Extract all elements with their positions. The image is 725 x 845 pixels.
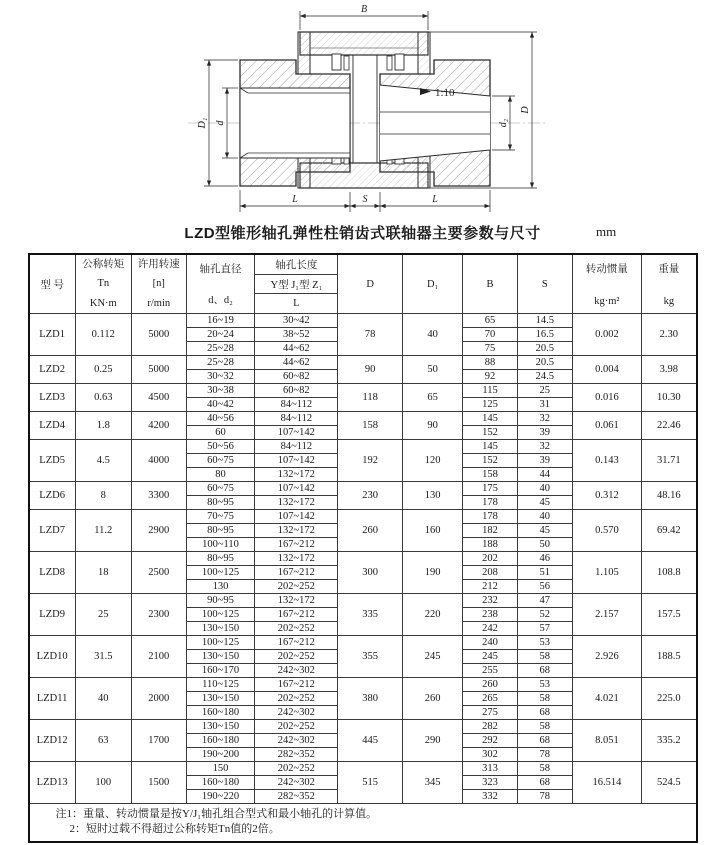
cell-S: 68 bbox=[517, 664, 572, 678]
cell-bore-length: 107~142 bbox=[255, 482, 338, 496]
cell-D1: 260 bbox=[403, 678, 463, 720]
dim-label-l-left: L bbox=[292, 194, 298, 205]
cell-speed: 2100 bbox=[131, 636, 186, 678]
cell-S: 52 bbox=[517, 608, 572, 622]
cell-model: LZD11 bbox=[29, 678, 76, 720]
table-body bbox=[29, 314, 697, 804]
cell-S: 39 bbox=[517, 454, 572, 468]
cell-bore-length: 202~252 bbox=[255, 720, 338, 734]
cell-inertia: 0.061 bbox=[572, 412, 641, 440]
taper-label: 1:10 bbox=[435, 87, 455, 99]
cell-D1: 90 bbox=[403, 412, 463, 440]
cell-S: 25 bbox=[517, 384, 572, 398]
cell-speed: 4200 bbox=[131, 412, 186, 440]
cell-D1: 50 bbox=[403, 356, 463, 384]
cell-S: 32 bbox=[517, 440, 572, 454]
cell-B: 240 bbox=[463, 636, 518, 650]
col-header-S: S bbox=[517, 254, 572, 314]
table-row bbox=[29, 594, 697, 608]
cell-B: 275 bbox=[463, 706, 518, 720]
cell-torque: 0.112 bbox=[75, 314, 131, 356]
dim-label-d-bore: d bbox=[215, 120, 226, 126]
col-header-weight bbox=[642, 254, 697, 314]
cell-inertia: 0.004 bbox=[572, 356, 641, 384]
cell-bore-diameter: 20~24 bbox=[186, 328, 255, 342]
dim-label-d1-outer: D₁ bbox=[197, 117, 208, 129]
center-spacer bbox=[353, 55, 377, 163]
cell-S: 24.5 bbox=[517, 370, 572, 384]
cell-model: LZD3 bbox=[29, 384, 76, 412]
cell-model: LZD13 bbox=[29, 762, 76, 804]
cell-B: 182 bbox=[463, 524, 518, 538]
header-line: 轴孔直径 bbox=[199, 264, 242, 275]
cell-bore-diameter: 130~150 bbox=[186, 720, 255, 734]
col-header-torque bbox=[75, 254, 131, 314]
header-line: d、d₂ bbox=[208, 295, 233, 306]
col-header-D: D bbox=[338, 254, 403, 314]
cell-S: 20.5 bbox=[517, 356, 572, 370]
cell-B: 302 bbox=[463, 748, 518, 762]
cell-model: LZD2 bbox=[29, 356, 76, 384]
col-header-B: B bbox=[463, 254, 518, 314]
cell-bore-diameter: 50~56 bbox=[186, 440, 255, 454]
note-1: 注1：重量、转动惯量是按Y/J₁轴孔组合型式和最小轴孔的计算值。 bbox=[55, 808, 378, 820]
table-row bbox=[29, 510, 697, 524]
cell-torque: 25 bbox=[75, 594, 131, 636]
cell-model: LZD8 bbox=[29, 552, 76, 594]
cell-speed: 5000 bbox=[131, 314, 186, 356]
cell-bore-length: 282~352 bbox=[255, 790, 338, 804]
cell-bore-diameter: 160~180 bbox=[186, 734, 255, 748]
cell-speed: 5000 bbox=[131, 356, 186, 384]
cell-S: 68 bbox=[517, 706, 572, 720]
cell-S: 53 bbox=[517, 636, 572, 650]
cell-inertia: 2.157 bbox=[572, 594, 641, 636]
cell-torque: 40 bbox=[75, 678, 131, 720]
col-header-D1: D₁ bbox=[403, 254, 463, 314]
cell-bore-length: 167~212 bbox=[255, 608, 338, 622]
cell-bore-length: 132~172 bbox=[255, 552, 338, 566]
cell-B: 145 bbox=[463, 440, 518, 454]
cell-S: 58 bbox=[517, 762, 572, 776]
cell-bore-diameter: 40~56 bbox=[186, 412, 255, 426]
cell-S: 51 bbox=[517, 566, 572, 580]
cell-model: LZD7 bbox=[29, 510, 76, 552]
cell-model: LZD1 bbox=[29, 314, 76, 356]
cell-torque: 31.5 bbox=[75, 636, 131, 678]
cell-bore-diameter: 130~150 bbox=[186, 650, 255, 664]
cell-B: 125 bbox=[463, 398, 518, 412]
cell-inertia: 0.312 bbox=[572, 482, 641, 510]
cell-speed: 1700 bbox=[131, 720, 186, 762]
cell-S: 39 bbox=[517, 426, 572, 440]
cell-inertia: 2.926 bbox=[572, 636, 641, 678]
cell-bore-length: 44~62 bbox=[255, 342, 338, 356]
cell-model: LZD12 bbox=[29, 720, 76, 762]
cell-inertia: 4.021 bbox=[572, 678, 641, 720]
cell-bore-diameter: 100~125 bbox=[186, 566, 255, 580]
cell-weight: 31.71 bbox=[642, 440, 697, 482]
cell-bore-diameter: 190~220 bbox=[186, 790, 255, 804]
cell-weight: 157.5 bbox=[642, 594, 697, 636]
cell-model: LZD10 bbox=[29, 636, 76, 678]
cell-B: 70 bbox=[463, 328, 518, 342]
dim-LSL bbox=[240, 190, 490, 212]
notes-cell bbox=[29, 804, 697, 843]
cell-bore-length: 167~212 bbox=[255, 678, 338, 692]
cell-bore-length: 242~302 bbox=[255, 706, 338, 720]
cell-bore-diameter: 130~150 bbox=[186, 622, 255, 636]
cell-model: LZD4 bbox=[29, 412, 76, 440]
cell-B: 208 bbox=[463, 566, 518, 580]
cell-S: 46 bbox=[517, 552, 572, 566]
cell-S: 58 bbox=[517, 650, 572, 664]
cell-bore-diameter: 80~95 bbox=[186, 524, 255, 538]
cell-bore-diameter: 60 bbox=[186, 426, 255, 440]
table-row bbox=[29, 482, 697, 496]
drawing-area bbox=[0, 0, 725, 218]
cell-D: 78 bbox=[338, 314, 403, 356]
cell-bore-diameter: 100~125 bbox=[186, 608, 255, 622]
cell-bore-diameter: 16~19 bbox=[186, 314, 255, 328]
header-line: Y型 J₁型 Z₁ bbox=[255, 275, 337, 295]
cell-torque: 63 bbox=[75, 720, 131, 762]
cell-torque: 100 bbox=[75, 762, 131, 804]
cell-B: 212 bbox=[463, 580, 518, 594]
cell-D1: 290 bbox=[403, 720, 463, 762]
dim-label-l-right: L bbox=[432, 194, 438, 205]
cell-D: 335 bbox=[338, 594, 403, 636]
cell-bore-diameter: 130 bbox=[186, 580, 255, 594]
cell-S: 14.5 bbox=[517, 314, 572, 328]
cell-bore-diameter: 30~32 bbox=[186, 370, 255, 384]
cell-bore-diameter: 40~42 bbox=[186, 398, 255, 412]
cell-bore-length: 107~142 bbox=[255, 510, 338, 524]
cell-torque: 1.8 bbox=[75, 412, 131, 440]
table-wrap bbox=[28, 253, 698, 843]
cell-B: 178 bbox=[463, 510, 518, 524]
cell-bore-length: 202~252 bbox=[255, 692, 338, 706]
cell-speed: 3300 bbox=[131, 482, 186, 510]
table-row bbox=[29, 552, 697, 566]
dim-B bbox=[300, 4, 428, 30]
cell-D: 515 bbox=[338, 762, 403, 804]
cell-S: 31 bbox=[517, 398, 572, 412]
cell-inertia: 1.105 bbox=[572, 552, 641, 594]
header-line: kg bbox=[663, 296, 675, 307]
cell-bore-length: 167~212 bbox=[255, 636, 338, 650]
dim-label-d-overall: D bbox=[520, 106, 531, 114]
cell-bore-diameter: 90~95 bbox=[186, 594, 255, 608]
cell-torque: 11.2 bbox=[75, 510, 131, 552]
cell-inertia: 0.143 bbox=[572, 440, 641, 482]
cell-S: 57 bbox=[517, 622, 572, 636]
cell-weight: 225.0 bbox=[642, 678, 697, 720]
title-row bbox=[0, 222, 725, 250]
cell-inertia: 0.570 bbox=[572, 510, 641, 552]
table-row bbox=[29, 412, 697, 426]
cell-torque: 18 bbox=[75, 552, 131, 594]
cell-D1: 245 bbox=[403, 636, 463, 678]
cell-model: LZD6 bbox=[29, 482, 76, 510]
cell-weight: 22.46 bbox=[642, 412, 697, 440]
cell-B: 265 bbox=[463, 692, 518, 706]
cell-weight: 2.30 bbox=[642, 314, 697, 356]
cell-bore-length: 167~212 bbox=[255, 566, 338, 580]
dim-label-s: S bbox=[362, 194, 368, 205]
cell-S: 58 bbox=[517, 720, 572, 734]
header-line: r/min bbox=[147, 297, 171, 309]
table-row bbox=[29, 384, 697, 398]
cell-D: 158 bbox=[338, 412, 403, 440]
cell-bore-diameter: 80~95 bbox=[186, 496, 255, 510]
cell-B: 178 bbox=[463, 496, 518, 510]
cell-bore-length: 30~42 bbox=[255, 314, 338, 328]
cell-torque: 0.25 bbox=[75, 356, 131, 384]
upper-sleeve bbox=[298, 32, 430, 74]
cell-inertia: 0.016 bbox=[572, 384, 641, 412]
cell-speed: 4500 bbox=[131, 384, 186, 412]
cell-D1: 130 bbox=[403, 482, 463, 510]
cell-inertia: 0.002 bbox=[572, 314, 641, 356]
cell-D1: 345 bbox=[403, 762, 463, 804]
cell-S: 20.5 bbox=[517, 342, 572, 356]
cell-model: LZD5 bbox=[29, 440, 76, 482]
cell-D: 380 bbox=[338, 678, 403, 720]
cell-bore-diameter: 160~170 bbox=[186, 664, 255, 678]
cell-speed: 2000 bbox=[131, 678, 186, 720]
col-header-bore-diameter bbox=[186, 254, 255, 314]
cell-D: 300 bbox=[338, 552, 403, 594]
cell-B: 158 bbox=[463, 468, 518, 482]
page-title: LZD型锥形轴孔弹性柱销齿式联轴器主要参数与尺寸 bbox=[184, 225, 541, 242]
cell-D1: 65 bbox=[403, 384, 463, 412]
cell-bore-diameter: 130~150 bbox=[186, 692, 255, 706]
cell-B: 75 bbox=[463, 342, 518, 356]
cell-bore-length: 132~172 bbox=[255, 496, 338, 510]
cell-weight: 335.2 bbox=[642, 720, 697, 762]
table-row bbox=[29, 314, 697, 328]
cell-D1: 40 bbox=[403, 314, 463, 356]
col-header-speed bbox=[131, 254, 186, 314]
cell-inertia: 16.514 bbox=[572, 762, 641, 804]
cell-torque: 0.63 bbox=[75, 384, 131, 412]
cell-bore-diameter: 80~95 bbox=[186, 552, 255, 566]
cell-inertia: 8.051 bbox=[572, 720, 641, 762]
table-row bbox=[29, 720, 697, 734]
cell-B: 65 bbox=[463, 314, 518, 328]
dim-label-d2: d₂ bbox=[498, 118, 509, 128]
cell-B: 175 bbox=[463, 482, 518, 496]
cell-S: 40 bbox=[517, 482, 572, 496]
col-header-inertia bbox=[572, 254, 641, 314]
cell-bore-length: 60~82 bbox=[255, 370, 338, 384]
cell-bore-diameter: 100~110 bbox=[186, 538, 255, 552]
cell-B: 242 bbox=[463, 622, 518, 636]
cell-D: 118 bbox=[338, 384, 403, 412]
cell-S: 45 bbox=[517, 496, 572, 510]
cell-weight: 108.8 bbox=[642, 552, 697, 594]
cell-weight: 10.30 bbox=[642, 384, 697, 412]
cell-bore-length: 202~252 bbox=[255, 622, 338, 636]
cell-speed: 1500 bbox=[131, 762, 186, 804]
cell-S: 16.5 bbox=[517, 328, 572, 342]
cell-bore-length: 38~52 bbox=[255, 328, 338, 342]
header-line: kg·m² bbox=[594, 296, 620, 307]
cell-S: 56 bbox=[517, 580, 572, 594]
cell-bore-length: 107~142 bbox=[255, 426, 338, 440]
col-header-bore-length bbox=[255, 254, 338, 314]
header-line: KN·m bbox=[89, 297, 117, 309]
cell-speed: 2900 bbox=[131, 510, 186, 552]
cell-B: 92 bbox=[463, 370, 518, 384]
cell-S: 47 bbox=[517, 594, 572, 608]
cell-bore-diameter: 160~180 bbox=[186, 776, 255, 790]
cell-bore-length: 84~112 bbox=[255, 412, 338, 426]
cell-speed: 2300 bbox=[131, 594, 186, 636]
cell-speed: 2500 bbox=[131, 552, 186, 594]
cell-B: 332 bbox=[463, 790, 518, 804]
header-line: 转动惯量 bbox=[585, 264, 628, 275]
cell-S: 68 bbox=[517, 734, 572, 748]
cell-bore-length: 84~112 bbox=[255, 398, 338, 412]
cell-bore-length: 282~352 bbox=[255, 748, 338, 762]
cell-D: 445 bbox=[338, 720, 403, 762]
cell-B: 238 bbox=[463, 608, 518, 622]
notes-row bbox=[29, 804, 697, 843]
cell-S: 68 bbox=[517, 776, 572, 790]
left-hub bbox=[240, 60, 350, 186]
cell-bore-length: 60~82 bbox=[255, 384, 338, 398]
unit-label: mm bbox=[596, 224, 617, 239]
header-line: 重量 bbox=[658, 264, 680, 275]
cell-S: 58 bbox=[517, 692, 572, 706]
cell-bore-diameter: 80 bbox=[186, 468, 255, 482]
table-header-row bbox=[29, 254, 697, 314]
header-line: 公称转矩 bbox=[82, 259, 125, 271]
cell-B: 115 bbox=[463, 384, 518, 398]
cell-bore-diameter: 25~28 bbox=[186, 342, 255, 356]
cell-bore-length: 132~172 bbox=[255, 468, 338, 482]
cell-D: 192 bbox=[338, 440, 403, 482]
cell-weight: 48.16 bbox=[642, 482, 697, 510]
cell-S: 78 bbox=[517, 748, 572, 762]
cell-bore-diameter: 160~180 bbox=[186, 706, 255, 720]
cell-bore-diameter: 110~125 bbox=[186, 678, 255, 692]
col-header-model: 型 号 bbox=[29, 254, 76, 314]
cell-torque: 4.5 bbox=[75, 440, 131, 482]
cell-B: 282 bbox=[463, 720, 518, 734]
parameter-table bbox=[28, 253, 698, 843]
cell-bore-diameter: 100~125 bbox=[186, 636, 255, 650]
cell-D: 90 bbox=[338, 356, 403, 384]
cell-bore-length: 242~302 bbox=[255, 776, 338, 790]
cell-B: 260 bbox=[463, 678, 518, 692]
cell-S: 44 bbox=[517, 468, 572, 482]
cell-B: 313 bbox=[463, 762, 518, 776]
cell-bore-length: 132~172 bbox=[255, 594, 338, 608]
cell-B: 323 bbox=[463, 776, 518, 790]
cell-bore-length: 242~302 bbox=[255, 664, 338, 678]
cell-torque: 8 bbox=[75, 482, 131, 510]
cell-S: 78 bbox=[517, 790, 572, 804]
header-line: L bbox=[293, 298, 300, 310]
cell-bore-length: 242~302 bbox=[255, 734, 338, 748]
table-row bbox=[29, 762, 697, 776]
table-row bbox=[29, 636, 697, 650]
cell-bore-diameter: 60~75 bbox=[186, 454, 255, 468]
cell-D: 230 bbox=[338, 482, 403, 510]
cell-weight: 3.98 bbox=[642, 356, 697, 384]
cell-S: 40 bbox=[517, 510, 572, 524]
header-line: [n] bbox=[152, 278, 165, 290]
cell-S: 53 bbox=[517, 678, 572, 692]
cell-bore-diameter: 60~75 bbox=[186, 482, 255, 496]
cell-weight: 188.5 bbox=[642, 636, 697, 678]
note-2: 2：短时过载不得超过公称转矩Tn值的2倍。 bbox=[69, 823, 280, 835]
table-row bbox=[29, 356, 697, 370]
right-hub bbox=[380, 60, 490, 186]
cell-D1: 120 bbox=[403, 440, 463, 482]
cell-B: 292 bbox=[463, 734, 518, 748]
cell-bore-length: 44~62 bbox=[255, 356, 338, 370]
table-row bbox=[29, 440, 697, 454]
cell-bore-length: 202~252 bbox=[255, 580, 338, 594]
cell-D: 355 bbox=[338, 636, 403, 678]
cell-D1: 190 bbox=[403, 552, 463, 594]
cell-bore-length: 84~112 bbox=[255, 440, 338, 454]
table-row bbox=[29, 678, 697, 692]
cell-S: 32 bbox=[517, 412, 572, 426]
cell-B: 232 bbox=[463, 594, 518, 608]
cell-B: 188 bbox=[463, 538, 518, 552]
cell-B: 88 bbox=[463, 356, 518, 370]
cell-B: 145 bbox=[463, 412, 518, 426]
cell-bore-diameter: 150 bbox=[186, 762, 255, 776]
cell-B: 202 bbox=[463, 552, 518, 566]
header-line: Tn bbox=[97, 278, 110, 290]
cell-bore-diameter: 70~75 bbox=[186, 510, 255, 524]
cell-bore-length: 202~252 bbox=[255, 650, 338, 664]
cell-B: 255 bbox=[463, 664, 518, 678]
cell-bore-length: 167~212 bbox=[255, 538, 338, 552]
cell-weight: 524.5 bbox=[642, 762, 697, 804]
cell-bore-diameter: 25~28 bbox=[186, 356, 255, 370]
cell-weight: 69.42 bbox=[642, 510, 697, 552]
header-line: 轴孔长度 bbox=[255, 255, 337, 275]
cell-B: 245 bbox=[463, 650, 518, 664]
cell-D1: 160 bbox=[403, 510, 463, 552]
cell-bore-diameter: 190~200 bbox=[186, 748, 255, 762]
cell-bore-length: 107~142 bbox=[255, 454, 338, 468]
cell-bore-length: 132~172 bbox=[255, 524, 338, 538]
cell-speed: 4000 bbox=[131, 440, 186, 482]
cell-S: 50 bbox=[517, 538, 572, 552]
cell-B: 152 bbox=[463, 426, 518, 440]
cell-D: 260 bbox=[338, 510, 403, 552]
cell-D1: 220 bbox=[403, 594, 463, 636]
cell-bore-length: 202~252 bbox=[255, 762, 338, 776]
dim-label-b: B bbox=[360, 4, 368, 15]
cell-model: LZD9 bbox=[29, 594, 76, 636]
cell-S: 45 bbox=[517, 524, 572, 538]
header-line: 许用转速 bbox=[137, 259, 180, 271]
cell-bore-diameter: 30~38 bbox=[186, 384, 255, 398]
cell-B: 152 bbox=[463, 454, 518, 468]
coupling-drawing bbox=[0, 0, 725, 218]
